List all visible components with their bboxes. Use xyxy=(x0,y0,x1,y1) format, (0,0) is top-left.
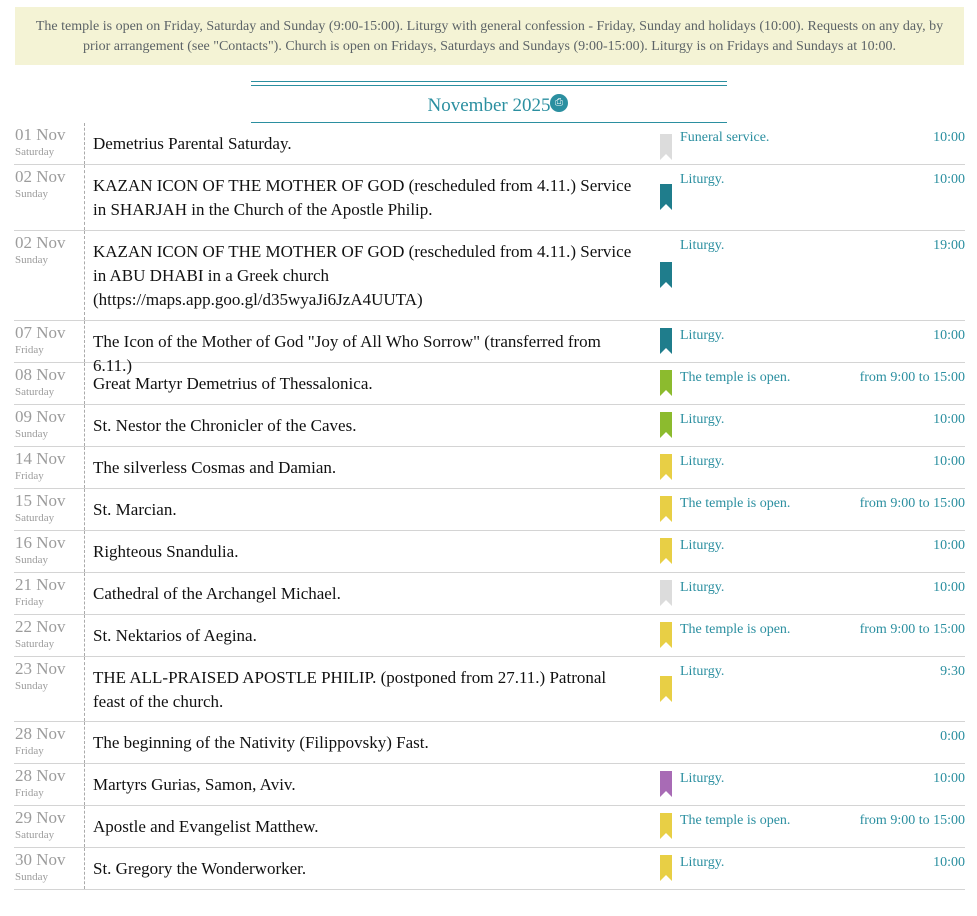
event-marker-icon xyxy=(660,370,672,396)
event-date xyxy=(14,722,85,763)
event-weekday: Sunday xyxy=(15,680,48,692)
event-weekday: Sunday xyxy=(15,554,48,566)
event-day: 07 Nov xyxy=(15,323,66,342)
event-date xyxy=(14,123,85,164)
event-time: 10:00 xyxy=(933,412,965,427)
event-title[interactable]: The Icon of the Mother of God "Joy of All Who Sorrow" (transferred from 6.11.) xyxy=(93,332,601,375)
event-title[interactable]: St. Nestor the Chronicler of the Caves. xyxy=(93,416,357,435)
event-day: 22 Nov xyxy=(15,617,66,636)
event-marker-icon xyxy=(660,134,672,160)
event-row[interactable] xyxy=(14,405,965,447)
event-marker-icon xyxy=(660,580,672,606)
event-title[interactable]: St. Nektarios of Aegina. xyxy=(93,626,257,645)
event-time: from 9:00 to 15:00 xyxy=(859,813,965,828)
event-weekday: Sunday xyxy=(15,871,48,883)
event-date xyxy=(14,489,85,530)
event-row[interactable] xyxy=(14,531,965,573)
event-date xyxy=(14,231,85,320)
event-title[interactable]: St. Marcian. xyxy=(93,500,177,519)
event-row[interactable] xyxy=(14,123,965,165)
event-time: 10:00 xyxy=(933,172,965,187)
event-row[interactable] xyxy=(14,489,965,531)
event-weekday: Sunday xyxy=(15,188,48,200)
print-icon[interactable]: ⎙ xyxy=(550,94,568,112)
event-day: 30 Nov xyxy=(15,850,66,869)
event-title[interactable]: Martyrs Gurias, Samon, Aviv. xyxy=(93,775,296,794)
event-service[interactable]: The temple is open. xyxy=(680,622,791,637)
event-row[interactable] xyxy=(14,764,965,806)
event-service[interactable]: Liturgy. xyxy=(680,172,725,187)
event-marker-icon xyxy=(660,813,672,839)
event-marker-icon xyxy=(660,454,672,480)
header-rule-top-inner xyxy=(251,85,727,86)
event-title[interactable]: Demetrius Parental Saturday. xyxy=(93,134,292,153)
event-row[interactable] xyxy=(14,447,965,489)
event-weekday: Sunday xyxy=(15,254,48,266)
event-service[interactable]: The temple is open. xyxy=(680,496,791,511)
month-header xyxy=(251,81,727,123)
event-service[interactable]: Liturgy. xyxy=(680,454,725,469)
event-service[interactable]: The temple is open. xyxy=(680,370,791,385)
event-row[interactable] xyxy=(14,657,965,722)
event-day: 28 Nov xyxy=(15,766,66,785)
event-service[interactable]: Liturgy. xyxy=(680,412,725,427)
event-day: 14 Nov xyxy=(15,449,66,468)
event-time: 10:00 xyxy=(933,855,965,870)
event-time: from 9:00 to 15:00 xyxy=(859,496,965,511)
event-date xyxy=(14,321,85,362)
event-time: 19:00 xyxy=(933,238,965,253)
event-day: 01 Nov xyxy=(15,125,66,144)
event-title[interactable]: Apostle and Evangelist Matthew. xyxy=(93,817,319,836)
event-weekday: Saturday xyxy=(15,146,55,158)
event-title[interactable]: The beginning of the Nativity (Filippovsky) Fast. xyxy=(93,733,429,752)
event-marker-icon xyxy=(660,855,672,881)
event-date xyxy=(14,531,85,572)
event-title[interactable]: KAZAN ICON OF THE MOTHER OF GOD (rescheduled from 4.11.) Service in SHARJAH in the Church of the Apostle Philip. xyxy=(93,176,632,219)
event-time: 10:00 xyxy=(933,454,965,469)
event-title[interactable]: The silverless Cosmas and Damian. xyxy=(93,458,337,477)
event-time: from 9:00 to 15:00 xyxy=(859,370,965,385)
event-weekday: Saturday xyxy=(15,638,55,650)
event-weekday: Saturday xyxy=(15,386,55,398)
event-day: 09 Nov xyxy=(15,407,66,426)
event-date xyxy=(14,165,85,230)
event-service[interactable]: Liturgy. xyxy=(680,580,725,595)
event-date xyxy=(14,363,85,404)
event-row[interactable] xyxy=(14,848,965,890)
event-marker-icon xyxy=(660,676,672,702)
event-row[interactable] xyxy=(14,806,965,848)
header-rule-top xyxy=(251,81,727,82)
event-date xyxy=(14,573,85,614)
event-weekday: Friday xyxy=(15,745,44,757)
event-service[interactable]: Liturgy. xyxy=(680,855,725,870)
event-day: 02 Nov xyxy=(15,233,66,252)
event-calendar xyxy=(14,123,965,890)
event-day: 15 Nov xyxy=(15,491,66,510)
event-day: 29 Nov xyxy=(15,808,66,827)
event-marker-icon xyxy=(660,538,672,564)
event-row[interactable] xyxy=(14,722,965,764)
event-marker-icon xyxy=(660,328,672,354)
event-date xyxy=(14,615,85,656)
event-day: 28 Nov xyxy=(15,724,66,743)
event-time: 0:00 xyxy=(940,729,965,744)
event-weekday: Sunday xyxy=(15,428,48,440)
schedule-notice xyxy=(15,7,964,65)
event-day: 23 Nov xyxy=(15,659,66,678)
event-marker-icon xyxy=(660,622,672,648)
event-day: 21 Nov xyxy=(15,575,66,594)
event-title[interactable]: Righteous Snandulia. xyxy=(93,542,239,561)
event-service[interactable]: The temple is open. xyxy=(680,813,791,828)
event-weekday: Saturday xyxy=(15,512,55,524)
event-time: 10:00 xyxy=(933,771,965,786)
event-service[interactable]: Liturgy. xyxy=(680,328,725,343)
event-time: from 9:00 to 15:00 xyxy=(859,622,965,637)
event-marker-icon xyxy=(660,184,672,210)
event-day: 08 Nov xyxy=(15,365,66,384)
event-date xyxy=(14,848,85,889)
event-row[interactable] xyxy=(14,363,965,405)
event-time: 10:00 xyxy=(933,130,965,145)
event-time: 9:30 xyxy=(940,664,965,679)
event-title[interactable]: St. Gregory the Wonderworker. xyxy=(93,859,307,878)
event-marker-icon xyxy=(660,771,672,797)
event-service[interactable]: Liturgy. xyxy=(680,664,725,679)
month-title: November 2025 xyxy=(427,95,551,116)
event-service[interactable]: Liturgy. xyxy=(680,538,725,553)
event-row[interactable] xyxy=(14,573,965,615)
event-date xyxy=(14,806,85,847)
event-time: 10:00 xyxy=(933,580,965,595)
event-day: 02 Nov xyxy=(15,167,66,186)
event-title[interactable]: KAZAN ICON OF THE MOTHER OF GOD (rescheduled from 4.11.) Service in ABU DHABI in a Greek church (https://maps.app.goo.gl/d35wyaJi6JzA4UUTA) xyxy=(93,242,632,309)
event-weekday: Friday xyxy=(15,787,44,799)
event-weekday: Friday xyxy=(15,470,44,482)
event-service[interactable]: Funeral service. xyxy=(680,130,770,145)
event-date xyxy=(14,447,85,488)
event-service[interactable]: Liturgy. xyxy=(680,238,725,253)
event-date xyxy=(14,657,85,721)
event-marker-icon xyxy=(660,262,672,288)
event-service[interactable]: Liturgy. xyxy=(680,771,725,786)
event-time: 10:00 xyxy=(933,538,965,553)
event-row[interactable] xyxy=(14,615,965,657)
event-time: 10:00 xyxy=(933,328,965,343)
event-title[interactable]: Great Martyr Demetrius of Thessalonica. xyxy=(93,374,373,393)
notice-text: The temple is open on Friday, Saturday and Sunday (9:00-15:00). Liturgy with general confession - Friday, Sunday and holidays (10:00). Requests on any day, by prior arrangement (see "Contacts"). Church is open on Fridays, Saturdays and Sundays (9:00-15:00). Liturgy is on Fridays and Sundays at 10:00. xyxy=(35,19,944,54)
event-title[interactable]: Cathedral of the Archangel Michael. xyxy=(93,584,341,603)
event-weekday: Saturday xyxy=(15,829,55,841)
event-marker-icon xyxy=(660,412,672,438)
event-weekday: Friday xyxy=(15,596,44,608)
event-row[interactable] xyxy=(14,165,965,231)
event-day: 16 Nov xyxy=(15,533,66,552)
event-date xyxy=(14,405,85,446)
event-marker-icon xyxy=(660,496,672,522)
event-row[interactable] xyxy=(14,231,965,321)
event-title[interactable]: THE ALL-PRAISED APOSTLE PHILIP. (postponed from 27.11.) Patronal feast of the church. xyxy=(93,668,607,711)
event-date xyxy=(14,764,85,805)
event-weekday: Friday xyxy=(15,344,44,356)
